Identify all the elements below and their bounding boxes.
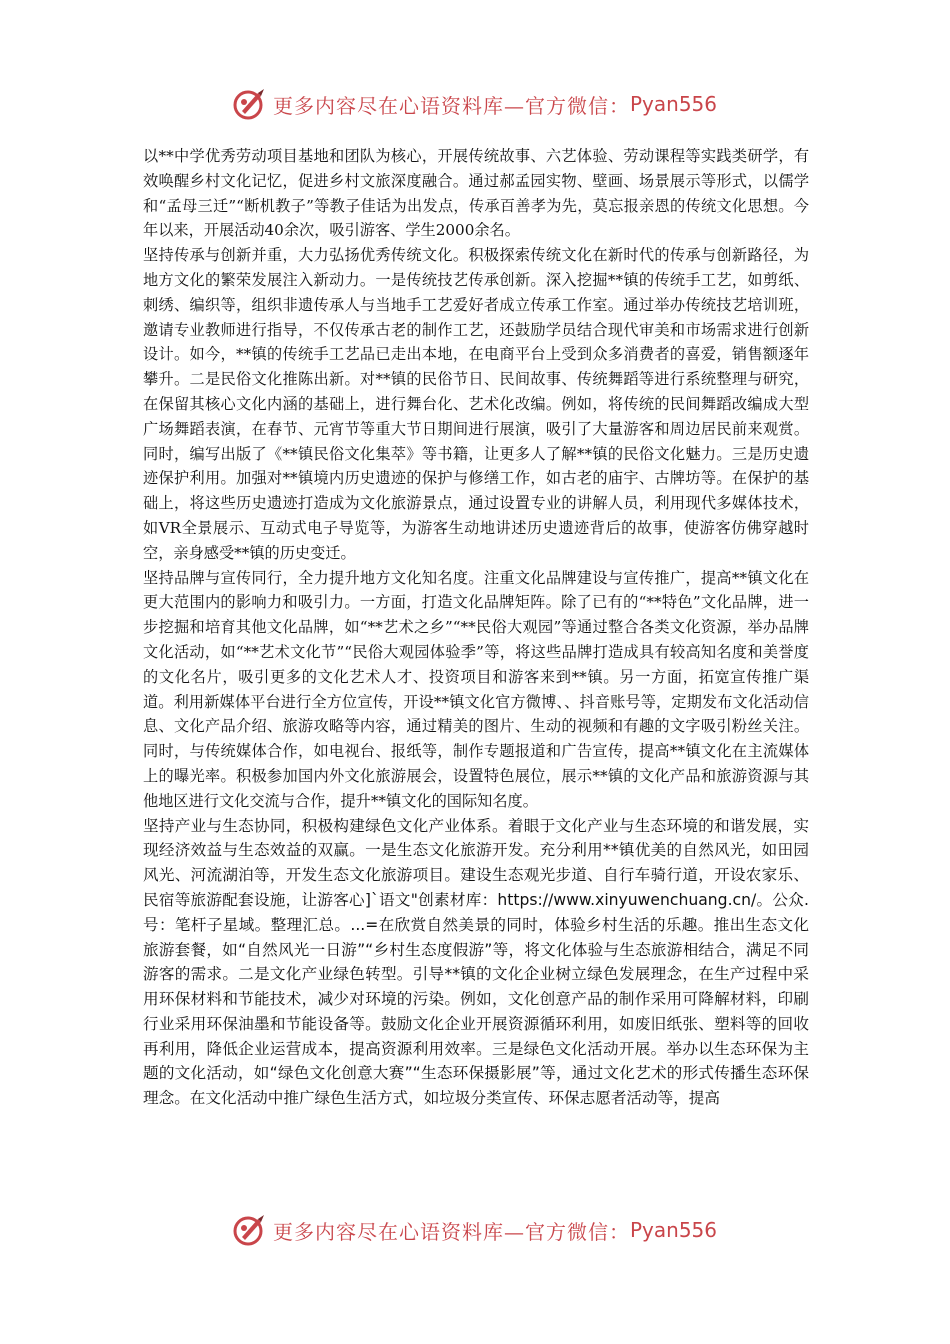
brand-logo-icon: [233, 87, 267, 121]
wechat-id: Pyan556: [629, 1218, 717, 1242]
paragraph-4: 坚持产业与生态协同，积极构建绿色文化产业体系。着眼于文化产业与生态环境的和谐发展，实现经济效益与生态效益的双赢。一是生态文化旅游开发。充分利用**镇优美的自然风光，如田园风光、河流湖泊等，开发生态文化旅游项目。建设生态观光步道、自行车骑行道，开设农家乐、民宿等旅游配套设施，让游客心]`语文"创素材库：https://www.xinyuwenchuang.cn/。公众.号：笔杆子星域。整理汇总。...=在欣赏自然美景的同时，体验乡村生活的乐趣。推出生态文化旅游套餐，如“自然风光一日游”“乡村生态度假游”等，将文化体验与生态旅游相结合，满足不同游客的需求。二是文化产业绿色转型。引导**镇的文化企业树立绿色发展理念，在生产过程中采用环保材料和节能技术，减少对环境的污染。例如，文化创意产品的制作采用可降解材料，印刷行业采用环保油墨和节能设备等。鼓励文化企业开展资源循环利用，如废旧纸张、塑料等的回收再利用，降低企业运营成本，提高资源利用效率。三是绿色文化活动开展。举办以生态环保为主题的文化活动，如“绿色文化创意大赛”“生态环保摄影展”等，通过文化艺术的形式传播生态环保理念。在文化活动中推广绿色生活方式，如垃圾分类宣传、环保志愿者活动等，提高: [143, 816, 809, 1108]
paragraph-1: 以**中学优秀劳动项目基地和团队为核心，开展传统故事、六艺体验、劳动课程等实践类研学，有效唤醒乡村文化记忆，促进乡村文旅深度融合。通过郝孟园实物、壁画、场景展示等形式，以儒学和“孟母三迁”“断机教子”等教子佳话为出发点，传承百善孝为先，莫忘报亲恩的传统文化思想。今年以来，开展活动40余次，吸引游客、学生2000余名。: [143, 147, 809, 240]
banner-text: 更多内容尽在心语资料库—官方微信：: [272, 1219, 630, 1244]
footer-banner: [0, 1210, 950, 1250]
header-banner: [0, 84, 950, 124]
paragraph-3: 坚持品牌与宣传同行，全力提升地方文化知名度。注重文化品牌建设与宣传推广，提高**镇文化在更大范围内的影响力和吸引力。一方面，打造文化品牌矩阵。除了已有的“**特色”文化品牌，进一步挖掘和培育其他文化品牌，如“**艺术之乡”“**民俗大观园”等通过整合各类文化资源，举办品牌文化活动，如“**艺术文化节”“民俗大观园体验季”等，将这些品牌打造成具有较高知名度和美誉度的文化名片，吸引更多的文化艺术人才、投资项目和游客来到**镇。另一方面，拓宽宣传推广渠道。利用新媒体平台进行全方位宣传，开设**镇文化官方微博、、抖音账号等，定期发布文化活动信息、文化产品介绍、旅游攻略等内容，通过精美的图片、生动的视频和有趣的文字吸引粉丝关注。同时，与传统媒体合作，如电视台、报纸等，制作专题报道和广告宣传，提高**镇文化在主流媒体上的曝光率。积极参加国内外文化旅游展会，设置特色展位，展示**镇的文化产品和旅游资源与其他地区进行文化交流与合作，提升**镇文化的国际知名度。: [143, 568, 809, 810]
wechat-id: Pyan556: [629, 92, 717, 116]
brand-logo-icon: [233, 1213, 267, 1247]
banner-text: 更多内容尽在心语资料库—官方微信：: [272, 93, 630, 118]
document-body: [143, 144, 809, 1111]
paragraph-2: 坚持传承与创新并重，大力弘扬优秀传统文化。积极探索传统文化在新时代的传承与创新路径，为地方文化的繁荣发展注入新动力。一是传统技艺传承创新。深入挖掘**镇的传统手工艺，如剪纸、刺绣、编织等，组织非遗传承人与当地手工艺爱好者成立传承工作室。通过举办传统技艺培训班，邀请专业教师进行指导，不仅传承古老的制作工艺，还鼓励学员结合现代审美和市场需求进行创新设计。如今，**镇的传统手工艺品已走出本地，在电商平台上受到众多消费者的喜爱，销售额逐年攀升。二是民俗文化推陈出新。对**镇的民俗节日、民间故事、传统舞蹈等进行系统整理与研究，在保留其核心文化内涵的基础上，进行舞台化、艺术化改编。例如，将传统的民间舞蹈改编成大型广场舞蹈表演，在春节、元宵节等重大节日期间进行展演，吸引了大量游客和周边居民前来观赏。同时，编写出版了《**镇民俗文化集萃》等书籍，让更多人了解**镇的民俗文化魅力。三是历史遗迹保护利用。加强对**镇境内历史遗迹的保护与修缮工作，如古老的庙宇、古牌坊等。在保护的基础上，将这些历史遗迹打造成为文化旅游景点，通过设置专业的讲解人员，利用现代多媒体技术，如VR全景展示、互动式电子导览等，为游客生动地讲述历史遗迹背后的故事，使游客仿佛穿越时空，亲身感受**镇的历史变迁。: [143, 246, 809, 562]
